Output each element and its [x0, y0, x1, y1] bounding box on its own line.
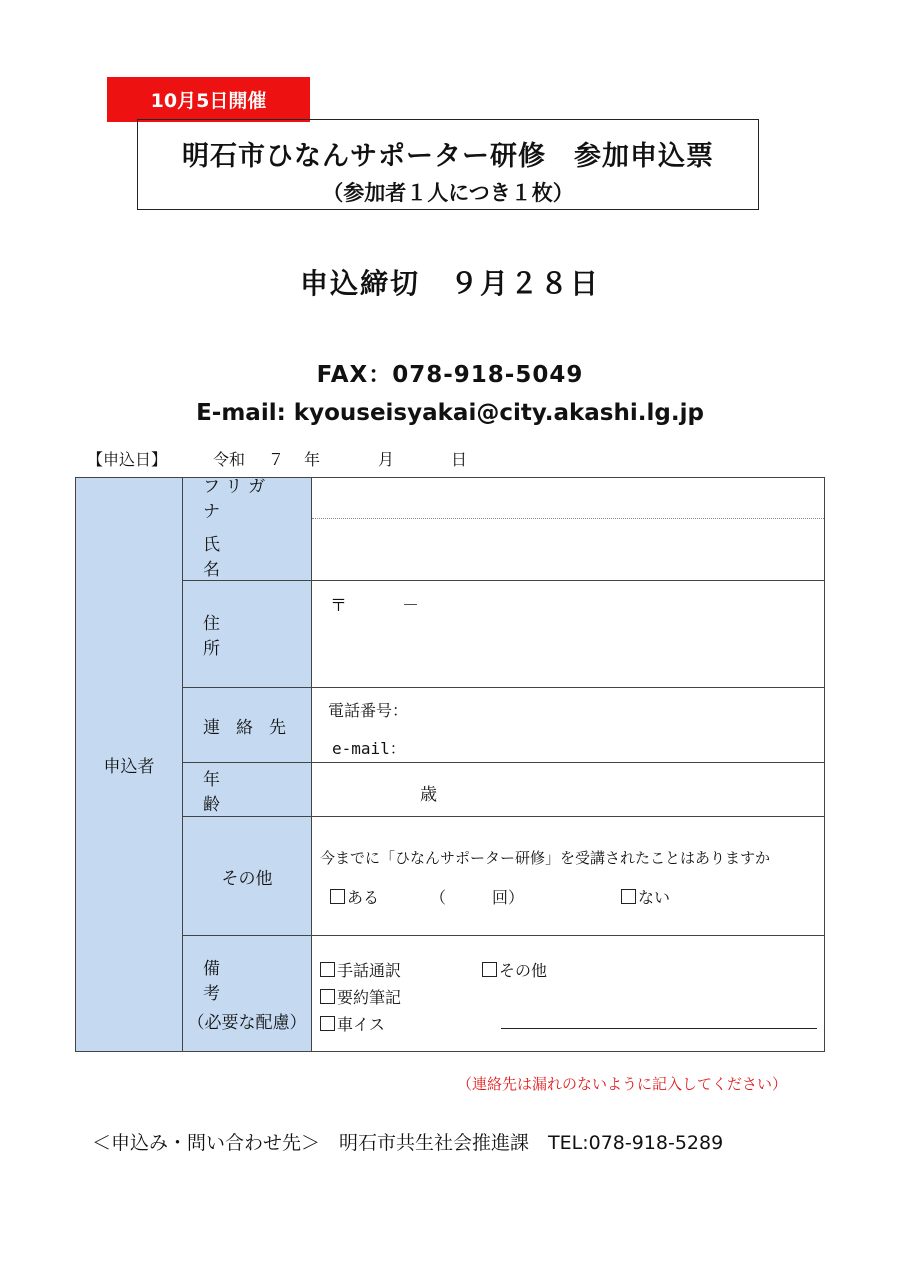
other-yes-label: ある: [347, 888, 380, 907]
wheelchair-label: 車イス: [337, 1015, 385, 1034]
other-paren: （: [430, 888, 447, 907]
contact-label-cell: [183, 688, 312, 763]
other-yes-option[interactable]: [330, 885, 379, 908]
furigana-label: フリガナ: [203, 477, 272, 522]
month-unit: 月: [378, 450, 395, 469]
contact-note: （連絡先は漏れのないように記入してください）: [457, 1075, 788, 1093]
deadline: 申込締切 ９月２８日: [299, 267, 600, 300]
name-label-cell: [183, 478, 312, 581]
fax-number: FAX：078-918-5049: [316, 362, 584, 388]
other-no-label: ない: [638, 888, 671, 907]
form-title: 明石市ひなんサポーター研修 参加申込票: [182, 141, 714, 172]
postal-mark: 〒: [330, 596, 347, 616]
name-label: 氏名: [203, 535, 258, 580]
age-field[interactable]: [312, 763, 825, 817]
title-box: [137, 119, 759, 210]
address-field[interactable]: [312, 581, 825, 688]
era: 令和: [213, 450, 246, 469]
form-subtitle: （参加者１人につき１枚）: [322, 181, 574, 205]
checkbox-icon: [482, 962, 497, 977]
checkbox-icon: [320, 962, 335, 977]
day-unit: 日: [451, 450, 468, 469]
address-label: 住所: [203, 614, 272, 659]
postal-dash: －: [402, 596, 419, 616]
other-need-option[interactable]: [482, 958, 547, 981]
other-label-cell: [183, 817, 312, 936]
year-unit: 年: [304, 450, 321, 469]
age-label-cell: [183, 763, 312, 817]
checkbox-icon: [621, 889, 636, 904]
other-need-input-line[interactable]: [501, 1028, 817, 1029]
other-no-option[interactable]: [621, 885, 670, 908]
other-field: [312, 817, 825, 936]
other-need-label: その他: [499, 961, 548, 980]
summary-writing-option[interactable]: [320, 985, 401, 1008]
sign-language-label: 手話通訳: [337, 961, 402, 980]
event-date-badge: 10月5日開催: [107, 77, 310, 122]
age-unit: 歳: [420, 785, 437, 805]
checkbox-icon: [320, 989, 335, 1004]
other-times: 回）: [492, 888, 525, 907]
application-form-table: [75, 477, 825, 1052]
wheelchair-option[interactable]: [320, 1012, 385, 1035]
sign-language-option[interactable]: [320, 958, 401, 981]
notes-label: 備考: [203, 959, 272, 1004]
other-question: 今までに「ひなんサポーター研修」を受講されたことはありますか: [320, 849, 771, 867]
age-label: 年齢: [203, 769, 272, 815]
furigana-divider: [312, 518, 824, 519]
application-date-label: 【申込日】: [87, 450, 168, 469]
notes-sub-label: （必要な配慮）: [187, 1013, 307, 1033]
notes-label-cell: [183, 936, 312, 1052]
email-label: e-mail：: [332, 739, 406, 758]
name-field[interactable]: [312, 478, 825, 581]
inquiry-contact: ＜申込み・問い合わせ先＞ 明石市共生社会推進課 TEL:078-918-5289: [92, 1132, 724, 1154]
other-label: その他: [221, 868, 273, 889]
address-label-cell: [183, 581, 312, 688]
checkbox-icon: [330, 889, 345, 904]
year-value: ７: [268, 450, 285, 469]
contact-label: 連絡先: [203, 717, 302, 738]
checkbox-icon: [320, 1016, 335, 1031]
notes-field: [312, 936, 825, 1052]
phone-label: 電話番号：: [328, 701, 409, 720]
contact-field[interactable]: [312, 688, 825, 763]
summary-writing-label: 要約筆記: [337, 988, 402, 1007]
email-address: E-mail: kyouseisyakai@city.akashi.lg.jp: [196, 400, 704, 426]
applicant-side-label: 申込者: [76, 478, 183, 1052]
